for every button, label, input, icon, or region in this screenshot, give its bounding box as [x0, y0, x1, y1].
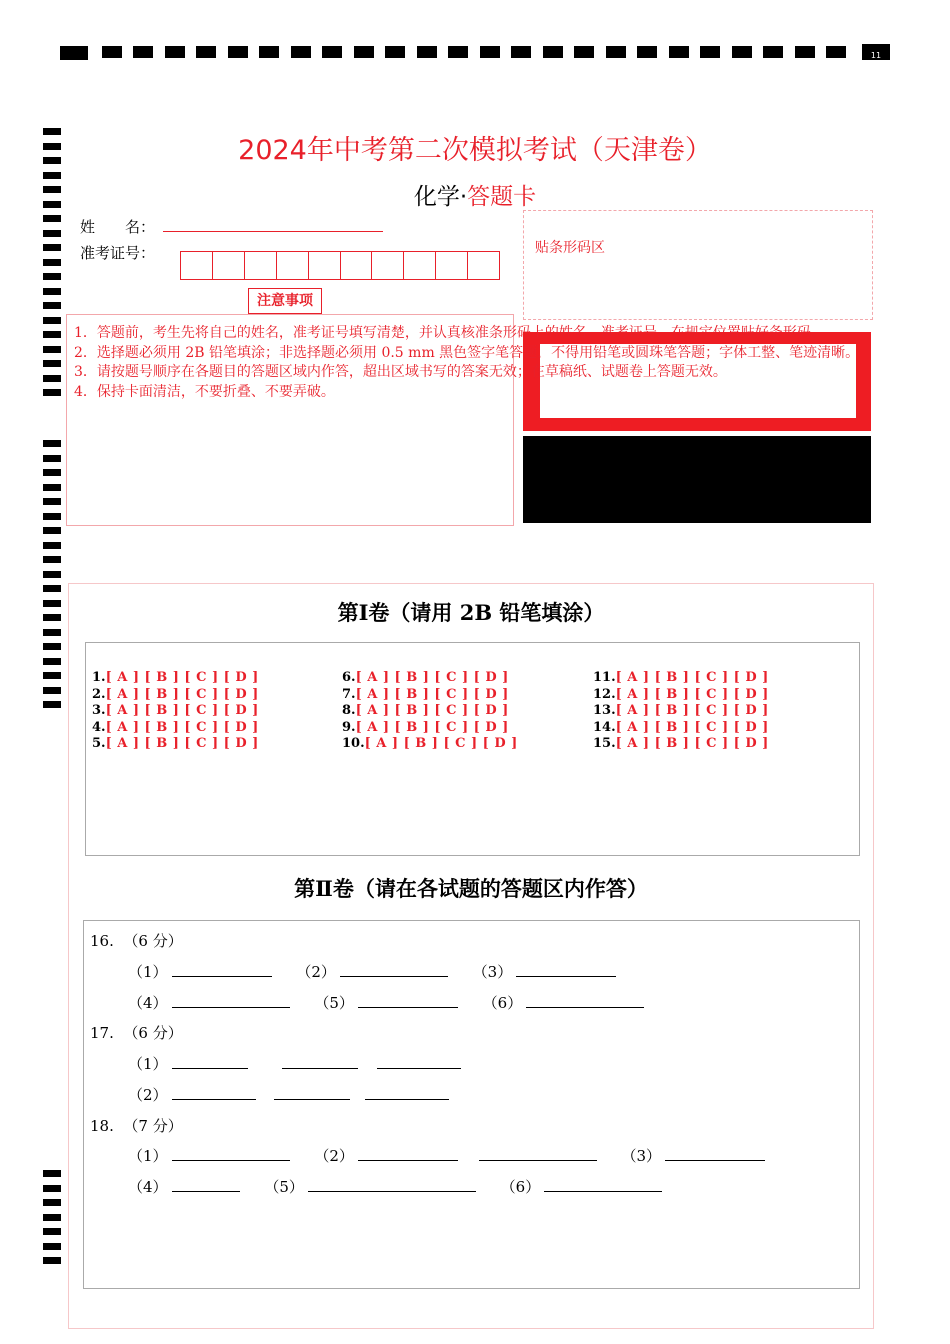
side-timing-mark — [43, 484, 61, 491]
side-timing-mark — [43, 360, 61, 367]
redaction-block — [523, 436, 871, 523]
side-timing-mark — [43, 302, 61, 309]
timing-mark — [637, 46, 657, 58]
timing-mark — [291, 46, 311, 58]
part-label: （3） — [472, 963, 513, 981]
mc-question-number: 3. — [92, 703, 106, 719]
timing-mark — [543, 46, 563, 58]
barcode-zone — [523, 210, 873, 320]
mc-question-number: 10. — [342, 736, 365, 752]
timing-mark — [354, 46, 374, 58]
card-type: 答题卡 — [467, 184, 537, 210]
part-label: （6） — [482, 994, 523, 1012]
subject-title — [0, 178, 950, 211]
notice-item: 1．答题前，考生先将自己的姓名，准考证号填写清楚，并认真核准条形码上的姓名、准考证号，在规定位置贴好条形码。 — [74, 325, 825, 341]
question-score: （6 分） — [123, 932, 183, 950]
id-digit-box[interactable] — [276, 251, 309, 280]
mc-question-row — [342, 736, 518, 751]
timing-mark — [763, 46, 783, 58]
mc-options[interactable]: [ A ] [ B ] [ C ] [ D ] — [105, 719, 259, 735]
mc-options[interactable]: [ A ] [ B ] [ C ] [ D ] — [615, 703, 769, 719]
id-number-boxes[interactable] — [180, 251, 499, 280]
timing-mark — [417, 46, 437, 58]
side-timing-mark — [43, 658, 61, 665]
side-timing-mark — [43, 1214, 61, 1221]
side-timing-mark — [43, 1228, 61, 1235]
question-number: 16. — [90, 932, 114, 950]
side-timing-mark — [43, 440, 61, 447]
answer-row — [128, 992, 644, 1013]
mc-question-number: 11. — [593, 670, 616, 685]
mc-question-row — [92, 720, 259, 735]
side-timing-mark — [43, 1243, 61, 1250]
timing-mark — [385, 46, 405, 58]
side-timing-mark — [43, 1257, 61, 1264]
side-timing-mark — [43, 585, 61, 592]
name-field[interactable] — [163, 231, 383, 232]
id-digit-box[interactable] — [435, 251, 468, 280]
answer-blank[interactable] — [516, 962, 616, 977]
side-timing-mark — [43, 498, 61, 505]
mc-options[interactable]: [ A ] [ B ] [ C ] [ D ] — [355, 703, 509, 719]
answer-blank[interactable] — [526, 993, 644, 1008]
question-number: 17. — [90, 1024, 114, 1042]
timing-mark — [669, 46, 689, 58]
side-timing-mark — [43, 542, 61, 549]
side-timing-mark — [43, 389, 61, 396]
part-label: （5） — [314, 994, 354, 1012]
question-16 — [90, 930, 183, 951]
timing-mark — [196, 46, 216, 58]
mc-options[interactable]: [ A ] [ B ] [ C ] [ D ] — [615, 736, 769, 752]
timing-mark — [228, 46, 248, 58]
mc-options[interactable]: [ A ] [ B ] [ C ] [ D ] — [615, 719, 769, 735]
question-number: 18. — [90, 1117, 114, 1135]
mc-question-number: 1. — [92, 670, 106, 685]
answer-blank[interactable] — [172, 993, 290, 1008]
side-timing-mark — [43, 288, 61, 295]
id-digit-box[interactable] — [371, 251, 404, 280]
side-timing-mark — [43, 455, 61, 462]
id-digit-box[interactable] — [403, 251, 436, 280]
notice-item: 2．选择题必须用 2B 铅笔填涂；非选择题必须用 0.5 mm 黑色签字笔答题，不得用铅笔或圆珠笔答题；字体工整、笔迹清晰。 — [74, 345, 860, 361]
side-timing-mark — [43, 600, 61, 607]
question-score: （7 分） — [123, 1117, 183, 1135]
side-timing-mark — [43, 331, 61, 338]
mc-question-row — [92, 703, 259, 718]
side-timing-mark — [43, 230, 61, 237]
mc-question-row — [342, 670, 509, 685]
part-label: （2） — [314, 1147, 354, 1165]
mc-question-number: 8. — [342, 703, 356, 719]
part-label: （4） — [128, 994, 168, 1012]
answer-blank[interactable] — [172, 1085, 256, 1100]
mc-question-number: 9. — [342, 719, 356, 735]
side-timing-mark — [43, 244, 61, 251]
timing-mark — [448, 46, 468, 58]
answer-blank[interactable] — [340, 962, 448, 977]
section2-title: 第Ⅱ卷（请在各试题的答题区内作答） — [294, 876, 648, 901]
part-label: （4） — [128, 1178, 168, 1196]
barcode-label: 贴条形码区 — [535, 240, 605, 256]
mc-options[interactable]: [ A ] [ B ] [ C ] [ D ] — [615, 670, 769, 685]
side-timing-mark — [43, 513, 61, 520]
answer-blank[interactable] — [544, 1177, 662, 1192]
side-timing-mark — [43, 1185, 61, 1192]
timing-mark — [606, 46, 626, 58]
side-timing-mark — [43, 687, 61, 694]
answer-blank[interactable] — [479, 1146, 597, 1161]
section1-title: 第Ⅰ卷（请用 2B 铅笔填涂） — [337, 600, 605, 625]
question-18 — [90, 1115, 183, 1136]
side-timing-mark — [43, 375, 61, 382]
notice-title: 注意事项 — [248, 288, 322, 314]
mc-options[interactable]: [ A ] [ B ] [ C ] [ D ] — [615, 686, 769, 702]
id-digit-box[interactable] — [340, 251, 373, 280]
subject-name: 化学· — [413, 184, 468, 210]
timing-mark — [102, 46, 122, 58]
answer-blank[interactable] — [308, 1177, 476, 1192]
answer-blank[interactable] — [377, 1054, 461, 1069]
exam-title: 2024年中考第二次模拟考试（天津卷） — [238, 135, 712, 166]
answer-blank[interactable] — [274, 1085, 350, 1100]
answer-blank[interactable] — [365, 1085, 449, 1100]
side-timing-mark — [43, 259, 61, 266]
answer-row — [128, 1145, 765, 1166]
mc-options[interactable]: [ A ] [ B ] [ C ] [ D ] — [105, 670, 259, 685]
part-label: （6） — [500, 1178, 541, 1196]
mc-question-row — [593, 736, 769, 751]
answer-row — [128, 1176, 662, 1197]
mc-question-row — [342, 687, 509, 702]
mc-question-number: 4. — [92, 719, 106, 735]
side-timing-mark — [43, 672, 61, 679]
question-17 — [90, 1022, 183, 1043]
part-label: （3） — [621, 1147, 661, 1165]
side-timing-mark — [43, 215, 61, 222]
mc-question-number: 15. — [593, 736, 616, 752]
timing-mark-bar — [60, 46, 890, 60]
answer-blank[interactable] — [358, 1146, 458, 1161]
page-number: 11 — [862, 44, 890, 60]
timing-mark — [259, 46, 279, 58]
mc-question-number: 6. — [342, 670, 356, 685]
side-timing-mark — [43, 629, 61, 636]
notice-item: 4．保持卡面清洁，不要折叠、不要弄破。 — [74, 384, 335, 400]
answer-row — [128, 961, 616, 982]
id-digit-box[interactable] — [308, 251, 341, 280]
mc-options[interactable]: [ A ] [ B ] [ C ] [ D ] — [355, 670, 509, 685]
side-timing-mark — [43, 571, 61, 578]
notice-item: 3．请按题号顺序在各题目的答题区域内作答，超出区域书写的答案无效；在草稿纸、试题卷上答题无效。 — [74, 364, 727, 380]
part-label: （1） — [128, 963, 168, 981]
mc-question-row — [593, 720, 769, 735]
mc-question-row — [92, 670, 259, 685]
timing-mark — [133, 46, 153, 58]
answer-blank[interactable] — [282, 1054, 358, 1069]
side-timing-mark — [43, 273, 61, 280]
side-timing-mark — [43, 1170, 61, 1177]
answer-row — [128, 1053, 461, 1074]
answer-blank[interactable] — [172, 1177, 240, 1192]
answer-blank[interactable] — [172, 1054, 248, 1069]
side-timing-mark — [43, 346, 61, 353]
part-label: （1） — [128, 1055, 168, 1073]
timing-mark — [795, 46, 815, 58]
mc-question-row — [342, 703, 509, 718]
answer-blank[interactable] — [172, 962, 272, 977]
timing-mark — [480, 46, 500, 58]
part-label: （1） — [128, 1147, 168, 1165]
timing-mark — [732, 46, 752, 58]
id-digit-box[interactable] — [180, 251, 213, 280]
mc-question-number: 7. — [342, 686, 356, 702]
side-timing-mark — [43, 556, 61, 563]
timing-mark — [165, 46, 185, 58]
timing-mark — [511, 46, 531, 58]
answer-blank[interactable] — [665, 1146, 765, 1161]
id-digit-box[interactable] — [244, 251, 277, 280]
mc-question-number: 13. — [593, 703, 616, 719]
side-timing-mark — [43, 527, 61, 534]
side-timing-mark — [43, 1199, 61, 1206]
mc-question-number: 2. — [92, 686, 106, 702]
side-timing-mark — [43, 643, 61, 650]
mc-options[interactable]: [ A ] [ B ] [ C ] [ D ] — [105, 686, 259, 702]
mc-options[interactable]: [ A ] [ B ] [ C ] [ D ] — [355, 686, 509, 702]
timing-mark — [60, 46, 88, 60]
id-digit-box[interactable] — [467, 251, 500, 280]
side-timing-mark — [43, 614, 61, 621]
mc-options[interactable]: [ A ] [ B ] [ C ] [ D ] — [364, 736, 518, 752]
mc-options[interactable]: [ A ] [ B ] [ C ] [ D ] — [105, 736, 259, 752]
timing-mark — [574, 46, 594, 58]
name-label: 姓 名： — [80, 218, 156, 236]
mc-question-number: 5. — [92, 736, 106, 752]
question-score: （6 分） — [123, 1024, 183, 1042]
part-label: （5） — [264, 1178, 304, 1196]
mc-options[interactable]: [ A ] [ B ] [ C ] [ D ] — [105, 703, 259, 719]
mc-question-row — [593, 687, 769, 702]
mc-question-row — [593, 703, 769, 718]
id-digit-box[interactable] — [212, 251, 245, 280]
id-label: 准考证号： — [80, 244, 156, 262]
timing-mark — [700, 46, 720, 58]
mc-question-number: 12. — [593, 686, 616, 702]
mc-question-number: 14. — [593, 719, 616, 735]
answer-blank[interactable] — [358, 993, 458, 1008]
mc-question-row — [92, 687, 259, 702]
part-label: （2） — [296, 963, 336, 981]
timing-mark — [322, 46, 342, 58]
side-timing-mark — [43, 317, 61, 324]
timing-mark — [826, 46, 846, 58]
side-timing-mark — [43, 701, 61, 708]
part-label: （2） — [128, 1086, 168, 1104]
answer-blank[interactable] — [172, 1146, 290, 1161]
answer-row — [128, 1084, 449, 1105]
mc-question-row — [92, 736, 259, 751]
mc-options[interactable]: [ A ] [ B ] [ C ] [ D ] — [355, 719, 509, 735]
mc-question-row — [593, 670, 769, 685]
side-timing-mark — [43, 469, 61, 476]
mc-question-row — [342, 720, 509, 735]
